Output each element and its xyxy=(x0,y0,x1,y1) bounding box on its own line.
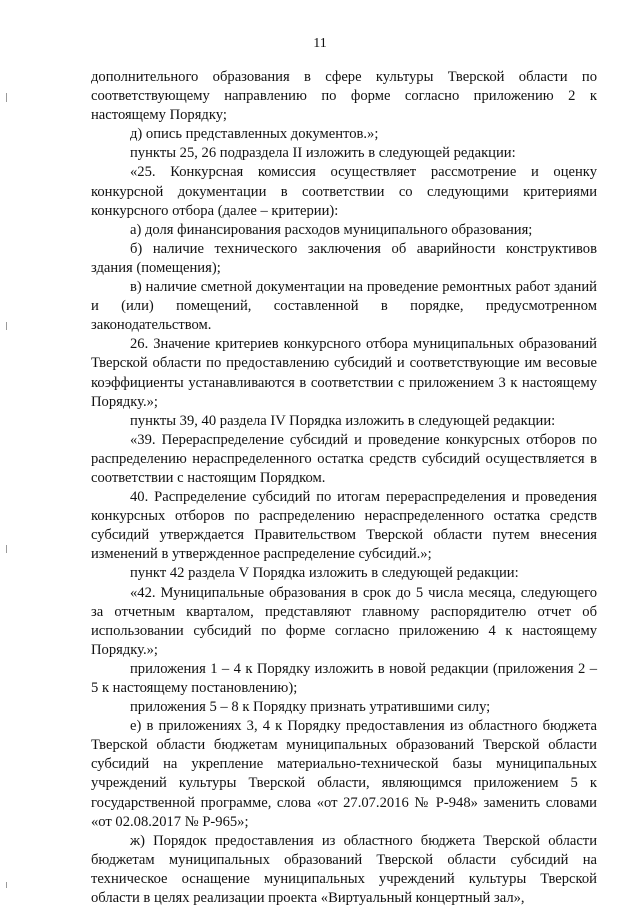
scan-margin-mark xyxy=(6,545,7,553)
paragraph: д) опись представленных документов.»; xyxy=(130,126,379,143)
document-text xyxy=(91,68,597,908)
paragraph: пункты 39, 40 раздела IV Порядка изложить в следующей редакции: xyxy=(130,412,556,429)
paragraph: 26. Значение критериев конкурсного отбора муниципальных образований Тверской области по предоставлению субсидий и соответствующие им весовые коэффициенты устанавливаются в соответствии с приложением 3 к настоящему Порядку.»; xyxy=(91,336,597,410)
paragraph: б) наличие технического заключения об аварийности конструктивов здания (помещения); xyxy=(91,240,597,276)
paragraph: ж) Порядок предоставления из областного бюджета Тверской области бюджетам муниципальных образований Тверской области субсидий на техническое оснащение муниципальных учреждений культуры Тверской области в целях реализации проекта «Виртуальный концертный зал», xyxy=(91,832,597,907)
paragraph: дополнительного образования в сфере культуры Тверской области по соответствующему направлению по форме согласно приложению 2 к настоящему Порядку; xyxy=(91,69,597,124)
scan-margin-mark xyxy=(6,882,7,888)
paragraph: приложения 1 – 4 к Порядку изложить в новой редакции (приложения 2 – 5 к настоящему постановлению); xyxy=(91,660,597,696)
paragraph: «42. Муниципальные образования в срок до 5 числа месяца, следующего за отчетным кварталом, представляют главному распорядителю отчет об использовании субсидий по форме согласно приложению 4 к настоящему Порядку.»; xyxy=(91,584,597,658)
scan-margin-mark xyxy=(6,322,7,330)
paragraph: пункт 42 раздела V Порядка изложить в следующей редакции: xyxy=(130,565,519,582)
paragraph: приложения 5 – 8 к Порядку признать утратившими силу; xyxy=(130,699,491,716)
paragraph: а) доля финансирования расходов муниципального образования; xyxy=(130,221,533,238)
paragraph: «25. Конкурсная комиссия осуществляет рассмотрение и оценку конкурсной документации в соответствии со следующими критериями конкурсного отбора (далее – критерии): xyxy=(91,164,597,219)
page-number: 11 xyxy=(313,36,327,51)
scan-margin-mark xyxy=(6,93,7,102)
paragraph: е) в приложениях 3, 4 к Порядку предоставления из областного бюджета Тверской области бюджетам муниципальных образований Тверской области субсидий на укрепление материально-технической базы муниципальных учреждений культуры Тверской области, являющимся приложением 5 к государственной программе, слова «от 27.07.2016 № Р-948» заменить словами «от 02.08.2017 № Р-965»; xyxy=(91,718,597,830)
paragraph: пункты 25, 26 подраздела II изложить в следующей редакции: xyxy=(130,145,516,162)
paragraph: «39. Перераспределение субсидий и проведение конкурсных отборов по распределению нераспределенного остатка средств субсидий осуществляется в соответствии с настоящим Порядком. xyxy=(91,431,597,486)
paragraph: в) наличие сметной документации на проведение ремонтных работ зданий и (или) помещений, составленной в порядке, предусмотренном законодательством. xyxy=(91,279,597,334)
paragraph: 40. Распределение субсидий по итогам перераспределения и проведения конкурсных отборов по распределению нераспределенного остатка средств субсидий утверждается Правительством Тверской области путем внесения изменений в утвержденное распределение субсидий.»; xyxy=(91,489,597,563)
